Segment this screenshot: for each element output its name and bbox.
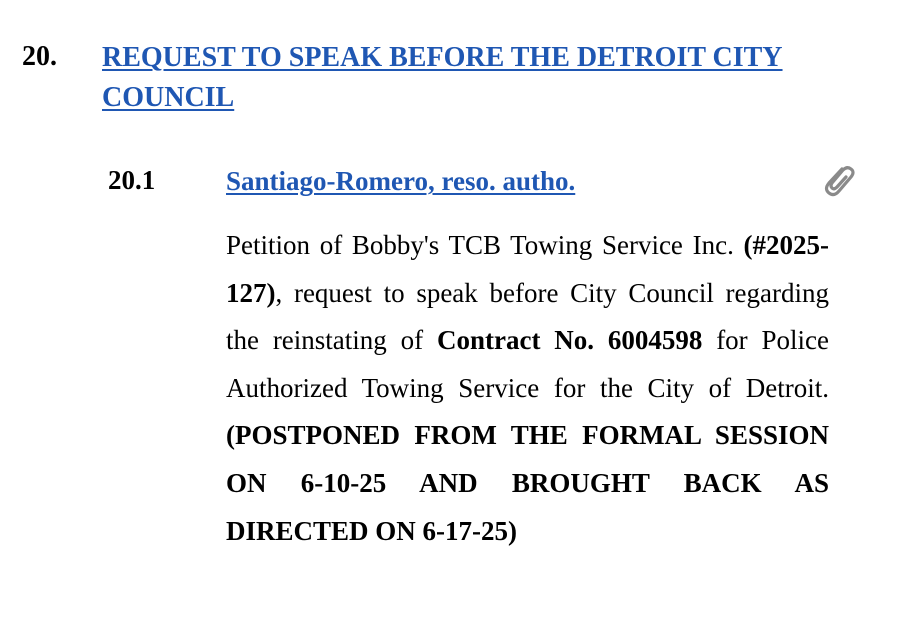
contract-number: Contract No. 6004598 <box>436 325 703 356</box>
body-text-1: Petition of Bobby's TCB Towing Service Inc. <box>226 230 744 260</box>
postponed-note: (POSTPONED FROM THE FORMAL SESSION ON 6-10-25 AND BROUGHT BACK AS DIRECTED ON 6-17-25) <box>226 420 829 546</box>
body-text-2: , request to speak before City Council regarding the reinstating of <box>226 277 829 356</box>
item-title-link[interactable]: Santiago-Romero, reso. autho. <box>226 166 576 196</box>
petition-number: (#2025-127) <box>226 230 829 308</box>
paperclip-icon[interactable] <box>820 160 856 200</box>
section-number: 20. <box>22 41 57 72</box>
section-title-link[interactable]: REQUEST TO SPEAK BEFORE THE DETROIT CITY COUNCIL <box>102 42 783 113</box>
item-number: 20.1 <box>108 165 156 195</box>
body-text-3: for Police Authorized Towing Service for the City of Detroit. <box>226 325 829 403</box>
item-description <box>226 222 829 555</box>
